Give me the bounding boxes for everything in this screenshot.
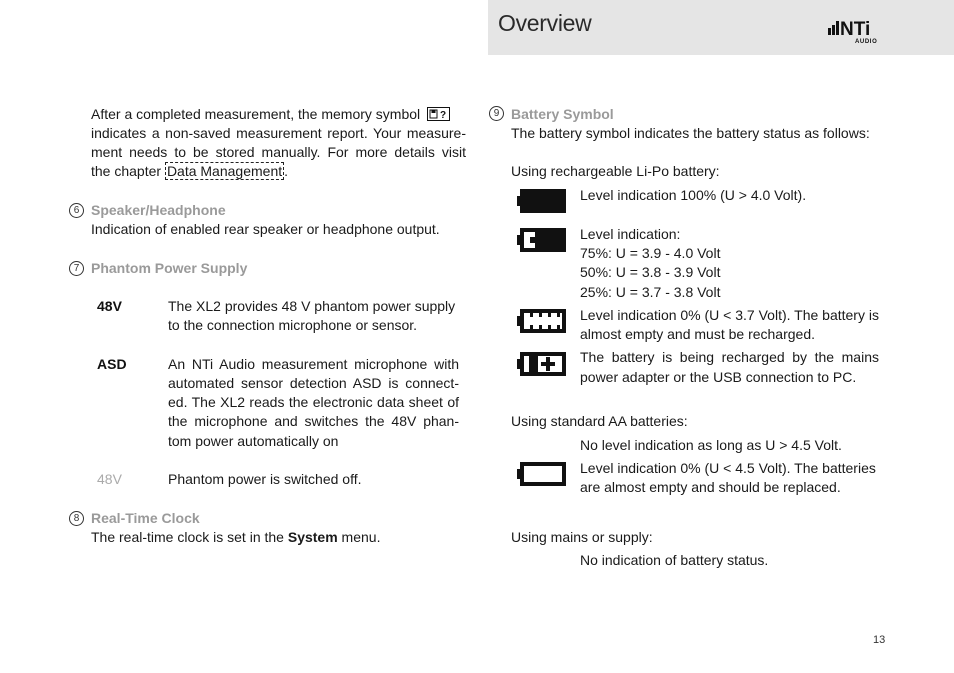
lipo-empty-line: almost empty and must be recharged. (580, 326, 816, 342)
lipo-level-line: Level indication: (580, 226, 681, 242)
mains-text: No indication of battery status. (580, 552, 769, 568)
battery-aa-empty-icon (517, 461, 567, 490)
section-6-text: Indication of enabled rear speaker or headphone output. (91, 221, 440, 237)
aa-label: Using standard AA batteries: (511, 413, 688, 429)
term-48v-off: 48V (97, 471, 122, 487)
memory-line-1: After a completed measurement, the memory symbol ? (91, 105, 450, 126)
data-management-link[interactable]: Data Management (166, 163, 283, 179)
def-asd-line: the microphone and switches the 48V phan- (168, 413, 459, 429)
def-48v-line: The XL2 provides 48 V phantom power supply (168, 298, 456, 314)
section-6-number: 6 (69, 203, 84, 218)
page-title: Overview (498, 10, 592, 36)
mains-label: Using mains or supply: (511, 529, 653, 545)
memory-line-2: indicates a non-saved measurement report. Your measure- (91, 125, 466, 141)
lipo-charging-line: The battery is being recharged by the mains (580, 349, 879, 365)
lipo-level-line: 25%: U = 3.7 - 3.8 Volt (580, 284, 721, 300)
def-asd-line: automated sensor detection ASD is connect- (168, 375, 459, 391)
section-8-number: 8 (69, 511, 84, 526)
section-9-heading: Battery Symbol (511, 106, 614, 122)
memory-line-4: the chapter Data Management . (91, 163, 289, 179)
section-6-heading: Speaker/Headphone (91, 202, 226, 218)
def-48v-off-line: Phantom power is switched off. (168, 471, 362, 487)
lipo-empty-line: Level indication 0% (U < 3.7 Volt). The battery is (580, 307, 879, 323)
battery-full-icon (517, 188, 567, 217)
lipo-charging-line: power adapter or the USB connection to PC. (580, 369, 857, 385)
term-asd: ASD (97, 356, 127, 372)
lipo-level-line: 50%: U = 3.8 - 3.9 Volt (580, 264, 721, 280)
def-48v-line: to the connection microphone or sensor. (168, 317, 418, 333)
battery-charging-icon (517, 351, 567, 380)
section-8-text: The real-time clock is set in the System menu. (91, 529, 381, 545)
nti-audio-logo (828, 19, 888, 45)
section-8-heading: Real-Time Clock (91, 510, 200, 526)
term-48v-on: 48V (97, 298, 122, 314)
svg-text:NTi: NTi (840, 19, 871, 40)
page-number: 13 (873, 634, 886, 646)
def-asd-line: tom power automatically on (168, 433, 339, 449)
aa-empty-line: are almost empty and should be replaced. (580, 479, 841, 495)
battery-partial-icon (517, 227, 567, 256)
lipo-full-text: Level indication 100% (U > 4.0 Volt). (580, 187, 807, 203)
svg-text:?: ? (440, 110, 447, 121)
section-9-number: 9 (489, 106, 504, 121)
lipo-level-line: 75%: U = 3.9 - 4.0 Volt (580, 245, 721, 261)
battery-empty-icon (517, 308, 567, 337)
def-asd-line: ed. The XL2 reads the electronic data sheet of (168, 394, 459, 410)
svg-text:AUDIO: AUDIO (855, 39, 878, 45)
aa-empty-line: Level indication 0% (U < 4.5 Volt). The batteries (580, 460, 876, 476)
lipo-label: Using rechargeable Li-Po battery: (511, 163, 720, 179)
section-7-heading: Phantom Power Supply (91, 260, 248, 276)
aa-none-text: No level indication as long as U > 4.5 Volt. (580, 437, 842, 453)
section-7-number: 7 (69, 261, 84, 276)
section-9-intro: The battery symbol indicates the battery status as follows: (511, 125, 870, 141)
memory-line-3: ment needs to be stored manually. For more details visit (91, 144, 466, 160)
def-asd-line: An NTi Audio measurement microphone with (168, 356, 459, 372)
